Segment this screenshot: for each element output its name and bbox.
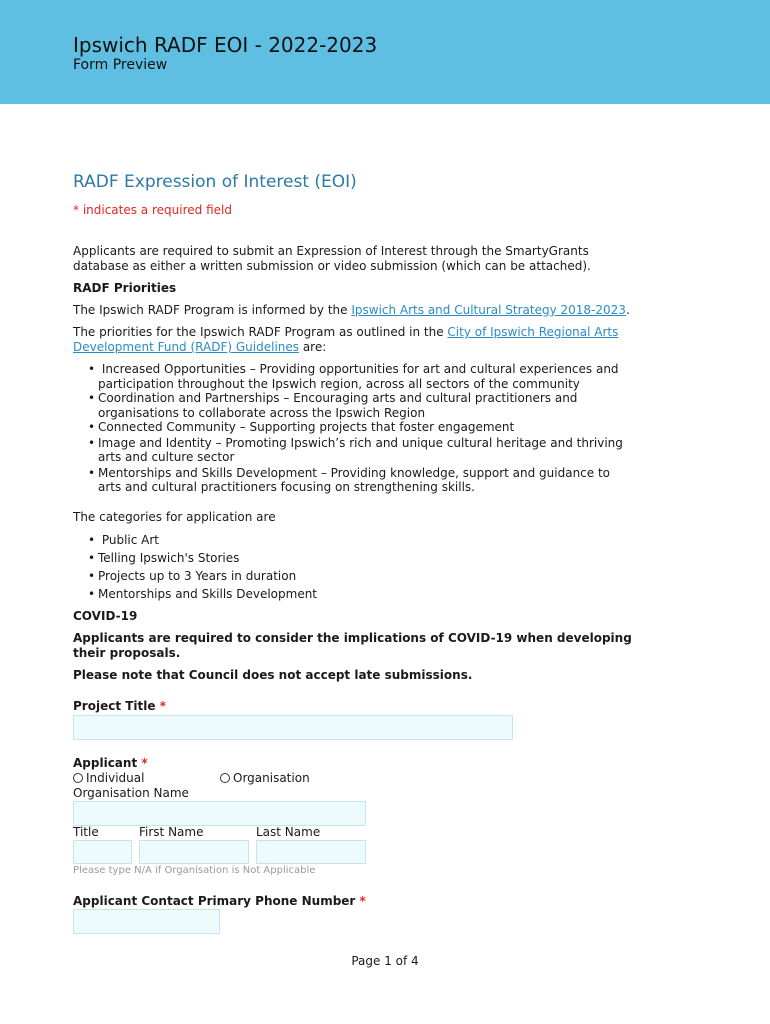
section-heading: RADF Expression of Interest (EOI) — [73, 172, 357, 192]
guidelines-link-part-1[interactable]: City of Ipswich Regional Arts — [447, 325, 619, 339]
informed-suffix: . — [625, 303, 630, 317]
project-title-input[interactable] — [73, 715, 513, 740]
informed-paragraph — [73, 303, 630, 318]
priorities-heading: RADF Priorities — [73, 281, 177, 295]
priorities-list — [90, 362, 623, 495]
form-title: Ipswich RADF EOI - 2022-2023 — [73, 33, 378, 57]
phone-input[interactable] — [73, 909, 220, 934]
categories-intro: The categories for application are — [73, 510, 276, 524]
org-name-label: Organisation Name — [73, 786, 189, 800]
covid-line-1: Applicants are required to consider the implications of COVID-19 when developing — [73, 631, 632, 645]
required-note: * indicates a required field — [73, 203, 232, 217]
page-number: Page 1 of 4 — [351, 954, 419, 968]
late-submissions-note: Please note that Council does not accept late submissions. — [73, 668, 473, 682]
list-item: • Increased Opportunities – Providing opportunities for art and cultural experiences and participation throughout the Ipswich region, across all sectors of the community — [90, 362, 623, 391]
list-item: • Image and Identity – Promoting Ipswich’s rich and unique cultural heritage and thriving arts and culture sector — [90, 436, 623, 465]
strategy-link[interactable]: Ipswich Arts and Cultural Strategy 2018-2023 — [351, 303, 626, 317]
list-item: • Telling Ipswich's Stories — [90, 549, 317, 567]
radio-circle-icon[interactable] — [220, 773, 230, 783]
phone-label: Applicant Contact Primary Phone Number * — [73, 894, 366, 908]
name-help-text: Please type N/A if Organisation is Not Applicable — [73, 865, 316, 876]
informed-prefix: The Ipswich RADF Program is informed by the — [73, 303, 352, 317]
intro-line-2: database as either a written submission or video submission (which can be attached). — [73, 259, 591, 273]
covid-heading: COVID-19 — [73, 609, 138, 623]
page-header — [0, 0, 770, 104]
list-item: • Coordination and Partnerships – Encouraging arts and cultural practitioners and organisations to collaborate across the Ipswich Region — [90, 391, 623, 420]
priorities-prefix: The priorities for the Ipswich RADF Program as outlined in the — [73, 325, 448, 339]
categories-list — [90, 531, 317, 603]
covid-line-2: their proposals. — [73, 646, 181, 660]
priorities-intro-line-2 — [73, 340, 326, 355]
first-name-label: First Name — [139, 825, 204, 839]
list-item: • Public Art — [90, 531, 317, 549]
project-title-label: Project Title * — [73, 699, 166, 713]
list-item: • Mentorships and Skills Development – Providing knowledge, support and guidance to arts and cultural practitioners focusing on strengthening skills. — [90, 466, 623, 495]
priorities-intro-line-1 — [73, 325, 618, 340]
org-name-input[interactable] — [73, 801, 366, 826]
title-label: Title — [73, 825, 99, 839]
last-name-label: Last Name — [256, 825, 321, 839]
form-subtitle: Form Preview — [73, 57, 168, 73]
required-star: * — [141, 756, 148, 770]
applicant-label: Applicant * — [73, 756, 148, 770]
intro-line-1: Applicants are required to submit an Expression of Interest through the SmartyGrants — [73, 244, 589, 258]
radio-organisation[interactable]: Organisation — [220, 771, 310, 786]
radio-individual[interactable]: Individual — [73, 771, 144, 786]
required-star: * — [359, 894, 366, 908]
required-star: * — [159, 699, 166, 713]
priorities-suffix: are: — [299, 340, 327, 354]
first-name-input[interactable] — [139, 840, 249, 864]
last-name-input[interactable] — [256, 840, 366, 864]
radio-circle-icon[interactable] — [73, 773, 83, 783]
list-item: • Connected Community – Supporting projects that foster engagement — [90, 420, 623, 435]
guidelines-link-part-2[interactable]: Development Fund (RADF) Guidelines — [73, 340, 300, 354]
list-item: • Mentorships and Skills Development — [90, 585, 317, 603]
title-input[interactable] — [73, 840, 132, 864]
list-item: • Projects up to 3 Years in duration — [90, 567, 317, 585]
